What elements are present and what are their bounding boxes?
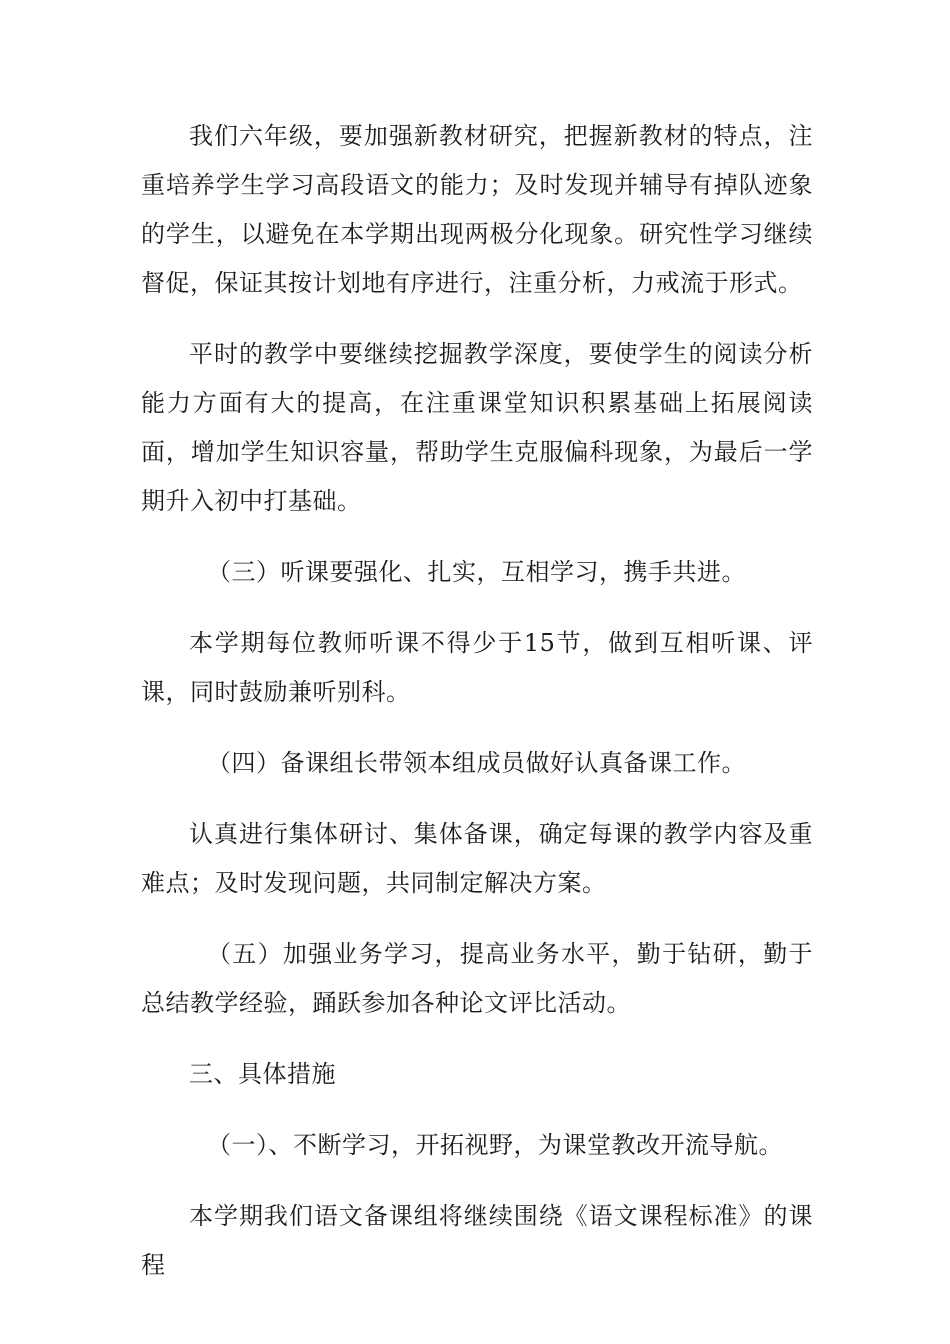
paragraph-lesson-observation: 本学期每位教师听课不得少于15节，做到互相听课、评课，同时鼓励兼听别科。 bbox=[141, 629, 813, 706]
subheading-lesson-preparation: （四）备课组长带领本组成员做好认真备课工作。 bbox=[207, 749, 746, 777]
document-body bbox=[141, 112, 813, 1290]
subheading-continuous-learning: （一）、不断学习，开拓视野，为课堂教改开流导航。 bbox=[207, 1131, 783, 1159]
subheading-professional-study: （五）加强业务学习，提高业务水平，勤于钻研，勤于总结教学经验，踊跃参加各种论文评比活动。 bbox=[141, 940, 813, 1017]
subheading-lesson-observation: （三）听课要强化、扎实，互相学习，携手共进。 bbox=[207, 558, 746, 586]
paragraph-curriculum-standard: 本学期我们语文备课组将继续围绕《语文课程标准》的课程 bbox=[141, 1202, 813, 1279]
paragraph-teaching-depth: 平时的教学中要继续挖掘教学深度，要使学生的阅读分析能力方面有大的提高，在注重课堂知识积累基础上拓展阅读面，增加学生知识容量，帮助学生克服偏科现象，为最后一学期升入初中打基础。 bbox=[141, 340, 813, 515]
paragraph-lesson-preparation: 认真进行集体研讨、集体备课，确定每课的教学内容及重难点；及时发现问题，共同制定解决方案。 bbox=[141, 820, 813, 897]
paragraph-textbook-research: 我们六年级，要加强新教材研究，把握新教材的特点，注重培养学生学习高段语文的能力；及时发现并辅导有掉队迹象的学生，以避免在本学期出现两极分化现象。研究性学习继续督促，保证其按计划地有序进行，注重分析，力戒流于形式。 bbox=[141, 122, 813, 297]
section-heading-measures: 三、具体措施 bbox=[189, 1060, 336, 1088]
